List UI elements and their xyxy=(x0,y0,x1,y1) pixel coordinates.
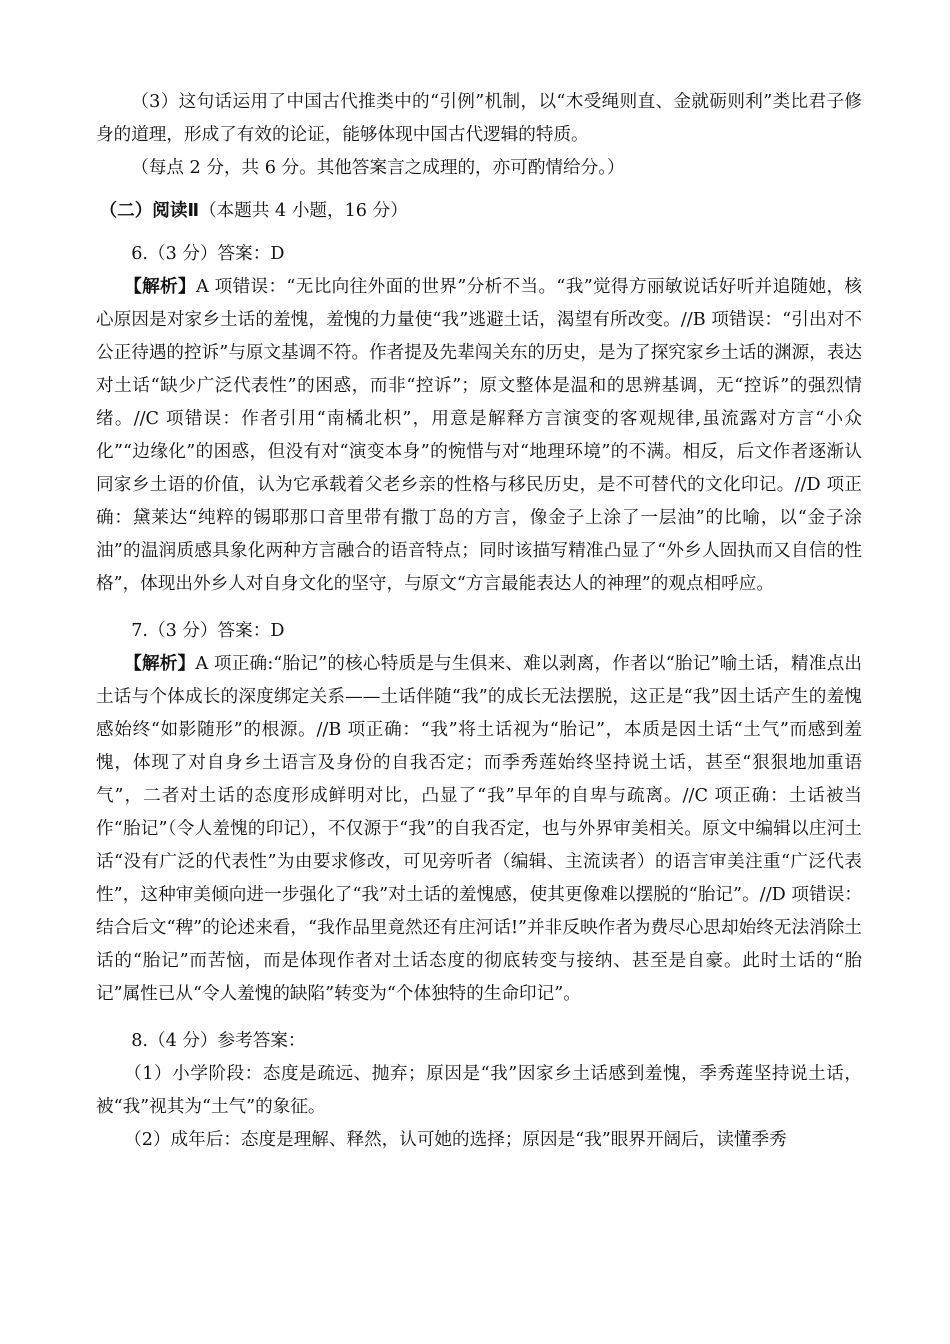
q8-point-2: （2）成年后：态度是理解、释然，认可她的选择；原因是“我”眼界开阔后，读懂季秀 xyxy=(124,1130,787,1150)
answer-point-3: （3）这句话运用了中国古代推类中的“引例”机制，以“木受绳则直、金就砺则利”类比君子修身的道理，形成了有效的论证，能够体现中国古代逻辑的特质。 xyxy=(96,92,862,145)
q8-point-1: （1）小学阶段：态度是疏远、抛弃；原因是“我”因家乡土话感到羞愧，季秀莲坚持说土话，被“我”视其为“土气”的象征。 xyxy=(96,1064,862,1117)
q7-head: 7.（3 分）答案：D xyxy=(131,621,285,641)
q6-body: A 项错误：“无比向往外面的世界”分析不当。“我”觉得方丽敏说话好听并追随她，核心原因是对家乡土话的羞愧，羞愧的力量使“我”逃避土话，渴望有所改变。//B 项错误：“引出对不公正待遇的控诉”与原文基调不符。作者提及先辈闯关东的历史，是为了探究家乡土话的渊源，表达对土话“缺少广泛代表性”的困惑，而非“控诉”；原文整体是温和的思辨基调，无“控诉”的强烈情绪。//C 项错误：作者引用“南橘北枳”，用意是解释方言演变的客观规律,虽流露对方言“小众化”“边缘化”的困惑，但没有对“演变本身”的惋惜与对“地理环境”的不满。相反，后文作者逐渐认同家乡土语的价值，认为它承载着父老乡亲的性格与移民历史，是不可替代的文化印记。//D 项正确：黛莱达“纯粹的锡耶那口音里带有撒丁岛的方言，像金子上涂了一层油”的比喻，以“金子涂油”的温润质感具象化两种方言融合的语音特点；同时该描写精准凸显了“外乡人固执而又自信的性格”，体现出外乡人对自身文化的坚守，与原文“方言最能表达人的神理”的观点相呼应。 xyxy=(96,277,862,594)
q7-analysis xyxy=(96,648,862,1011)
section-title: （二）阅读Ⅱ xyxy=(99,201,200,221)
q6-tag: 【解析】 xyxy=(124,277,196,297)
section-heading xyxy=(96,195,862,228)
q6-head: 6.（3 分）答案：D xyxy=(131,244,285,264)
scoring-note: （每点 2 分，共 6 分。其他答案言之成理的，亦可酌情给分。） xyxy=(131,158,625,178)
q6-analysis xyxy=(96,271,862,601)
section-subtitle: （本题共 4 小题，16 分） xyxy=(199,201,408,221)
q7-body: A 项正确:“胎记”的核心特质是与生俱来、难以剥离，作者以“胎记”喻土话，精准点出土话与个体成长的深度绑定关系——土话伴随“我”的成长无法摆脱，这正是“我”因土话产生的羞愧感始终“如影随形”的根源。//B 项正确：“我”将土话视为“胎记”，本质是因土话“土气”而感到羞愧，体现了对自身乡土语言及身份的自我否定；而季秀莲始终坚持说土话，甚至“狠狠地加重语气”，二者对土话的态度形成鲜明对比，凸显了“我”早年的自卑与疏离。//C 项正确：土话被当作“胎记”（令人羞愧的印记），不仅源于“我”的自我否定，也与外界审美相关。原文中编辑以庄河土话“没有广泛的代表性”为由要求修改，可见旁听者（编辑、主流读者）的语言审美注重“广泛代表性”，这种审美倾向进一步强化了“我”对土话的羞愧感，使其更像难以摆脱的“胎记”。//D 项错误：结合后文“稗”的论述来看，“我作品里竟然还有庄河话!”并非反映作者为费尽心思却始终无法消除土话的“胎记”而苦恼，而是体现作者对土话态度的彻底转变与接纳、甚至是自豪。此时土话的“胎记”属性已从“令人羞愧的缺陷”转变为“个体独特的生命印记”。 xyxy=(96,654,862,1004)
q8-head: 8.（4 分）参考答案： xyxy=(131,1031,306,1051)
q7-tag: 【解析】 xyxy=(124,654,196,674)
